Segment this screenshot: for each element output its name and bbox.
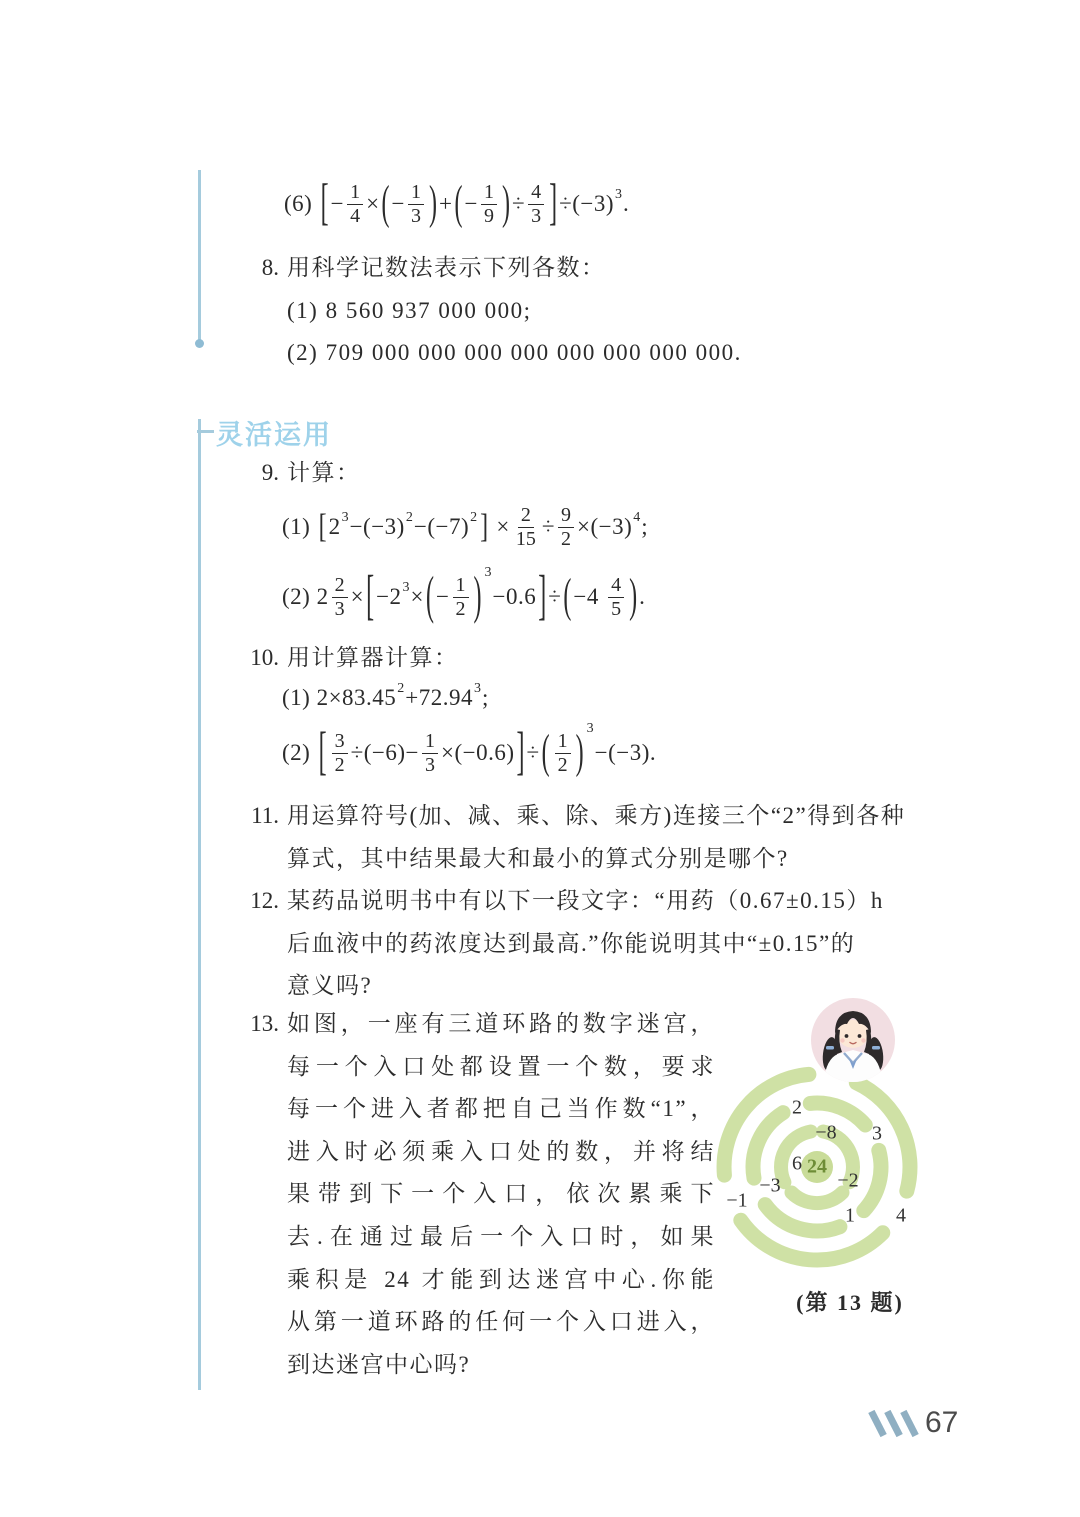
maze-entry-number: 1: [845, 1204, 855, 1227]
formula-big: ]: [549, 176, 558, 232]
formula-big: ): [502, 178, 510, 230]
formula-txt: ÷(−3): [559, 191, 615, 216]
formula-txt: (1): [282, 514, 317, 539]
formula-big: (: [454, 178, 463, 230]
problem-10-formula-1: [282, 678, 489, 718]
formula-frac: $\frac{2}{3}$: [332, 574, 348, 621]
problem-13-number: 13.: [250, 1011, 279, 1036]
formula-big: ]: [516, 724, 525, 782]
problem-12-lines: [287, 880, 884, 1008]
formula-sup: 2: [405, 510, 413, 525]
formula-sup: 3: [474, 681, 482, 696]
formula-frac: $\frac{4}{3}$: [528, 181, 544, 228]
formula-txt: −(−3).: [594, 740, 657, 765]
formula-txt: −4: [573, 584, 606, 609]
formula-txt: −(−7): [413, 514, 470, 539]
formula-txt: ÷(−6)−: [350, 740, 419, 765]
formula-txt: +: [439, 191, 453, 216]
girl-avatar: [809, 997, 897, 1087]
maze-entry-number: −2: [837, 1169, 859, 1192]
problem-9-formula-1: [282, 496, 648, 558]
text-line: 算式，其中结果最大和最小的算式分别是哪个?: [287, 845, 789, 871]
text-line: 到达迷宫中心吗?: [287, 1351, 471, 1377]
formula-txt: ×(−0.6): [440, 740, 515, 765]
formula-txt: ÷: [548, 584, 562, 609]
page-slashes-icon: [874, 1410, 913, 1437]
formula-frac: $\frac{1}{2}$: [453, 574, 469, 621]
formula-big: (: [426, 568, 435, 626]
formula-txt: −0.6: [492, 584, 537, 609]
formula-frac: $\frac{1}{3}$: [422, 730, 438, 777]
formula-txt: −: [330, 191, 345, 216]
text-line: 用科学记数法表示下列各数：: [287, 255, 606, 280]
problem-10-formula-2: [282, 718, 656, 788]
formula-big: (: [563, 571, 572, 623]
formula-sup: 2: [470, 510, 478, 525]
formula-big: [: [318, 724, 327, 782]
formula-txt: (6): [284, 191, 319, 216]
formula-big: ]: [538, 567, 547, 627]
formula-big: (: [381, 178, 390, 230]
formula-txt: ÷: [541, 514, 555, 539]
formula-big: ]: [480, 508, 489, 546]
text-line: 意义吗?: [287, 973, 373, 999]
formula-sup: 3: [615, 187, 623, 202]
formula-frac: $\frac{4}{5}$: [608, 574, 624, 621]
formula-txt: ×: [350, 584, 365, 609]
formula-big: ): [429, 178, 438, 230]
problem-10: [250, 637, 459, 680]
formula-big: ): [629, 571, 638, 623]
text-line: 乘积是 24 才能到达迷宫中心.你能: [287, 1266, 715, 1292]
problem-8: [261, 247, 742, 375]
text-line: 用运算符号(加、减、乘、除、乘方)连接三个“2”得到各种: [287, 803, 906, 828]
page-footer: [874, 1406, 958, 1440]
problem-11-number: 11.: [251, 803, 279, 828]
maze-entry-number: 3: [872, 1122, 882, 1145]
text-line: 果带到下一个入口，依次累乘下: [287, 1181, 715, 1207]
problem-10-lines: [287, 637, 459, 680]
formula-txt: .: [623, 191, 630, 216]
problem-13: [250, 1003, 715, 1386]
formula-txt: ×: [366, 191, 380, 216]
problem-8-lines: [287, 247, 742, 375]
text-line: (1) 8 560 937 000 000;: [287, 297, 532, 323]
formula-frac: $\frac{2}{15}$: [515, 503, 536, 550]
formula-sup: 2: [397, 681, 405, 696]
formula-txt: .: [639, 584, 646, 609]
problem-9-formula-2: [282, 560, 645, 634]
problem-12-number: 12.: [250, 888, 279, 913]
figure-caption: (第 13 题): [796, 1290, 904, 1315]
maze-entry-number: −1: [726, 1189, 748, 1212]
problem-8-number: 8.: [261, 255, 279, 280]
formula-frac: $\frac{1}{4}$: [347, 181, 363, 228]
formula-frac: $\frac{3}{2}$: [332, 730, 348, 777]
text-line: 用计算器计算：: [287, 645, 459, 670]
girl-avatar-icon: [809, 997, 897, 1087]
formula-big: [: [320, 176, 329, 232]
maze-entry-number: 6: [792, 1152, 802, 1175]
formula-txt: ×(−3): [576, 514, 633, 539]
formula-sup: 4: [633, 510, 641, 525]
problem-6-formula: [284, 172, 629, 236]
text-line: (2) 709 000 000 000 000 000 000 000 000.: [287, 340, 742, 366]
formula-txt: ;: [482, 685, 489, 710]
text-line: 如图，一座有三道环路的数字迷宫，: [287, 1011, 715, 1036]
text-line: 每一个入口处都设置一个数，要求: [287, 1053, 715, 1079]
formula-txt: (2): [282, 740, 317, 765]
formula-txt: (2) 2: [282, 584, 329, 609]
problem-9: [261, 452, 361, 495]
text-line: 计算：: [287, 460, 361, 485]
formula-frac: $\frac{1}{3}$: [408, 181, 424, 228]
formula-txt: −: [436, 584, 450, 609]
problem-11-lines: [287, 795, 905, 880]
maze-entry-number: −8: [815, 1121, 837, 1144]
slash-bar: [900, 1409, 918, 1436]
problem-12: [250, 880, 884, 1008]
formula-txt: ×: [410, 584, 425, 609]
formula-txt: −: [464, 191, 478, 216]
formula-sup: 3: [586, 721, 594, 736]
text-line: 去.在通过最后一个入口时，如果: [287, 1223, 715, 1249]
formula-big: ): [575, 727, 584, 779]
section-rule-top: [198, 170, 201, 342]
text-line: 每一个进入者都把自己当作数“1”，: [287, 1096, 715, 1122]
text-line: 进入时必须乘入口处的数，并将结: [287, 1138, 715, 1164]
formula-txt: −(−3): [349, 514, 405, 539]
maze-entry-number: −3: [759, 1174, 781, 1197]
formula-txt: ÷: [526, 740, 540, 765]
formula-txt: ×: [490, 514, 510, 539]
formula-sup: 3: [341, 510, 349, 525]
formula-big: [: [318, 508, 327, 546]
formula-txt: +72.94: [405, 685, 474, 710]
formula-frac: $\frac{9}{2}$: [558, 504, 574, 551]
formula-frac: $\frac{1}{2}$: [555, 730, 571, 777]
problem-9-lines: [287, 452, 361, 495]
maze-center-value: 24: [807, 1155, 827, 1178]
formula-big: (: [541, 727, 550, 779]
text-line: 后血液中的药浓度达到最高.”你能说明其中“±0.15”的: [287, 930, 856, 956]
formula-txt: ;: [641, 514, 649, 539]
formula-txt: −2: [376, 584, 402, 609]
formula-txt: (1) 2×83.45: [282, 685, 397, 710]
problem-10-number: 10.: [250, 645, 279, 670]
formula-big: ): [473, 568, 482, 626]
page-number: 67: [925, 1406, 959, 1439]
section-header: 灵活运用: [216, 420, 332, 450]
section-header-tick: [197, 430, 214, 433]
maze-entry-number: 2: [792, 1096, 802, 1119]
formula-txt: ÷: [512, 191, 526, 216]
formula-sup: 3: [402, 580, 410, 595]
section-rule-dot: [195, 339, 204, 348]
formula-txt: −: [391, 191, 406, 216]
text-line: 从第一道环路的任何一个入口进入，: [287, 1309, 715, 1335]
formula-sup: 3: [484, 565, 492, 580]
text-line: 某药品说明书中有以下一段文字：“用药（0.67±0.15）h: [287, 888, 884, 913]
maze-entry-number: 4: [896, 1204, 906, 1227]
formula-frac: $\frac{1}{9}$: [481, 181, 497, 228]
formula-txt: 2: [328, 514, 341, 539]
problem-13-lines: [287, 1003, 715, 1386]
formula-big: [: [366, 567, 375, 627]
section-rule: [198, 419, 201, 1390]
problem-9-number: 9.: [261, 460, 279, 485]
problem-11: [251, 795, 906, 880]
